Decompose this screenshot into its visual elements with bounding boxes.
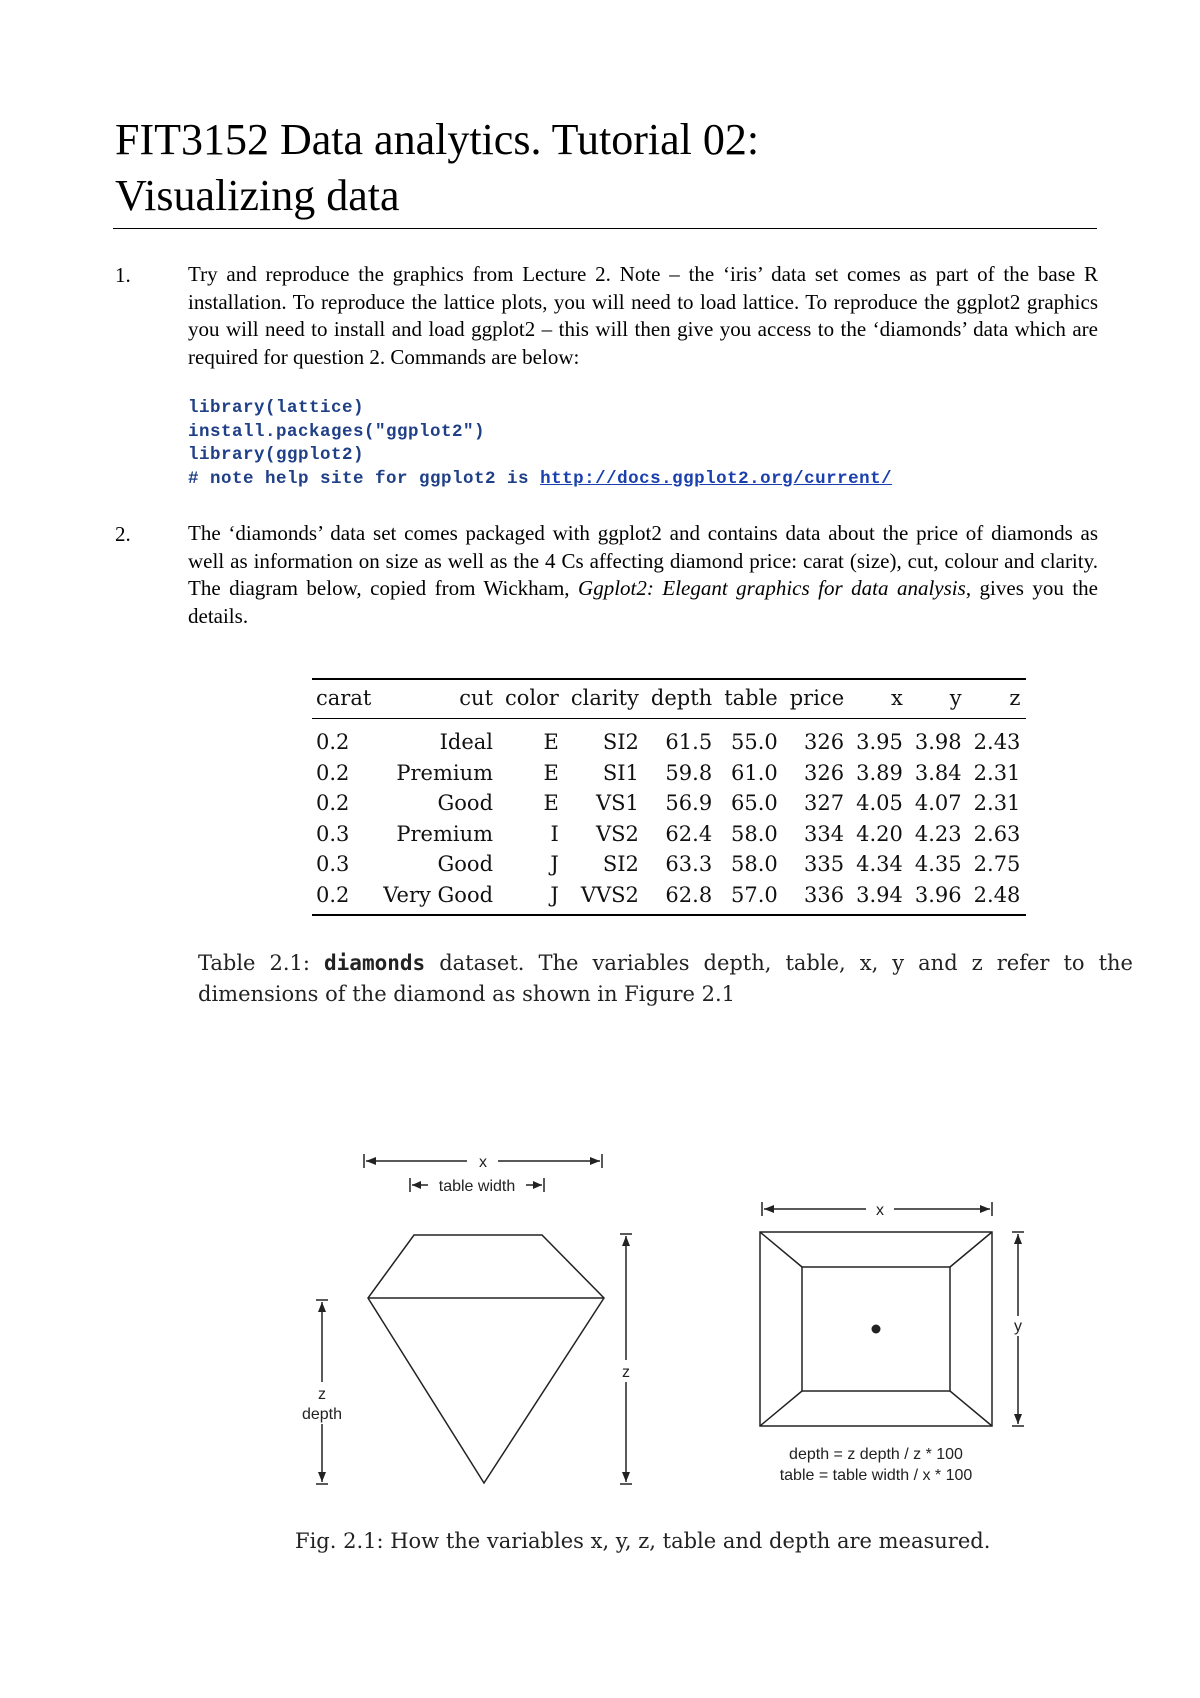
- title-divider: [113, 228, 1097, 229]
- table-cell: 2.43: [973, 730, 1021, 755]
- table-cell: 0.3: [316, 852, 350, 877]
- table-cell: 58.0: [730, 821, 778, 846]
- item-2-text-after: , gives you the details.: [188, 576, 1099, 628]
- table-cell: 57.0: [718, 880, 784, 916]
- table-row: [312, 819, 1026, 850]
- arrowhead: [590, 1157, 600, 1165]
- table-cell: 59.8: [665, 760, 713, 785]
- page-title: [115, 112, 1095, 224]
- diamonds-table: [312, 678, 1026, 916]
- table-cell: 63.3: [665, 852, 713, 877]
- arrowhead: [764, 1205, 774, 1213]
- arrowhead: [1014, 1414, 1022, 1424]
- arrowhead: [412, 1181, 421, 1189]
- diamond-side-outline: [368, 1235, 604, 1483]
- table-cell: I: [550, 821, 559, 846]
- table-cell: 62.8: [645, 880, 718, 916]
- table-cell: 334: [804, 821, 845, 846]
- table-caption-dataset: diamonds: [324, 951, 426, 975]
- item-2-text-before: The ‘diamonds’ data set comes packaged with ggplot2 and contains data about the price of diamonds as well as information on size as well as the 4 Cs affecting diamond price: carat (size), cut, colour and clarity. The diagram below, copied from Wickham,: [188, 521, 1098, 600]
- table-cell: J: [499, 880, 565, 916]
- table-width-label: table width: [438, 1178, 516, 1195]
- table-cell: 0.2: [316, 760, 350, 785]
- item-1-number: 1.: [115, 263, 131, 287]
- column-header: y: [909, 679, 968, 719]
- table-cell: 65.0: [730, 791, 778, 816]
- table-cell: 4.20: [856, 821, 903, 846]
- column-header: clarity: [565, 679, 645, 719]
- arrowhead: [533, 1181, 542, 1189]
- table-cell: 3.95: [856, 730, 903, 755]
- column-header: cut: [377, 679, 499, 719]
- column-header: table: [718, 679, 784, 719]
- table-cell: 0.2: [312, 880, 377, 916]
- table-cell: Good: [437, 852, 494, 877]
- arrowhead: [318, 1302, 326, 1312]
- table-cell: SI1: [602, 760, 639, 785]
- arrowhead: [622, 1236, 630, 1246]
- table-cell: 0.2: [316, 730, 350, 755]
- table-header-row: [312, 679, 1026, 719]
- table-cell: E: [543, 730, 559, 755]
- table-cell: 0.3: [316, 821, 350, 846]
- table-caption: [198, 948, 1133, 1010]
- table-cell: VS2: [595, 821, 639, 846]
- title-line-1: FIT3152 Data analytics. Tutorial 02:: [115, 115, 760, 164]
- table-row: [312, 849, 1026, 880]
- table-body: [312, 719, 1026, 916]
- diamond-center-dot: [872, 1325, 881, 1334]
- table-cell: E: [543, 760, 559, 785]
- table-cell: Premium: [396, 821, 494, 846]
- x-label-top-view: x: [876, 1202, 884, 1219]
- table-cell: 326: [804, 730, 845, 755]
- table-cell: SI2: [602, 852, 639, 877]
- table-cell: 3.98: [914, 730, 962, 755]
- column-header: carat: [312, 679, 377, 719]
- column-header: color: [499, 679, 565, 719]
- title-line-2: Visualizing data: [115, 171, 400, 220]
- x-label: x: [479, 1154, 487, 1171]
- code-comment: # note help site for ggplot2 is: [188, 468, 541, 489]
- arrowhead: [318, 1472, 326, 1482]
- table-row: [312, 758, 1026, 789]
- table-cell: Very Good: [377, 880, 499, 916]
- table-cell: VS1: [595, 791, 639, 816]
- table-cell: 4.23: [914, 821, 962, 846]
- facet-line: [950, 1391, 992, 1426]
- table-cell: VVS2: [565, 880, 645, 916]
- table-cell: 61.5: [665, 730, 713, 755]
- table-cell: 4.34: [856, 852, 903, 877]
- column-header: x: [850, 679, 909, 719]
- table-cell: E: [543, 791, 559, 816]
- facet-line: [760, 1391, 802, 1426]
- table-cell: 2.75: [973, 852, 1021, 877]
- table-cell: 61.0: [730, 760, 778, 785]
- table-cell: 327: [804, 791, 845, 816]
- table-cell: 56.9: [665, 791, 713, 816]
- table-cell: 58.0: [730, 852, 778, 877]
- table-cell: 3.94: [850, 880, 909, 916]
- table-cell: 335: [804, 852, 845, 877]
- table-row: [312, 880, 1026, 916]
- table-cell: 3.89: [856, 760, 903, 785]
- table-cell: SI2: [602, 730, 639, 755]
- depth-formula: depth = z depth / z * 100: [789, 1446, 963, 1463]
- table-cell: 4.35: [914, 852, 962, 877]
- table-caption-text: dataset. The variables depth, table, x, y and z refer to the dimensions of the diamond as shown in Figure 2.1: [198, 951, 1133, 1006]
- column-header: z: [968, 679, 1027, 719]
- table-cell: 0.2: [316, 791, 350, 816]
- depth-label: depth: [301, 1406, 343, 1423]
- table-cell: 336: [784, 880, 850, 916]
- z-label: z: [622, 1364, 630, 1381]
- code-line: library(lattice): [188, 398, 365, 418]
- table-cell: 2.31: [973, 791, 1021, 816]
- column-header: price: [784, 679, 850, 719]
- table-cell: 2.31: [973, 760, 1021, 785]
- book-title: Ggplot2: Elegant graphics for data analysis: [578, 576, 966, 600]
- table-cell: 326: [804, 760, 845, 785]
- code-line: install.packages("ggplot2"): [188, 421, 486, 442]
- item-1-text: Try and reproduce the graphics from Lecture 2. Note – the ‘iris’ data set comes as part of the base R installation. To reproduce the lattice plots, you will need to load lattice. To reproduce the ggplot2 graphics you will need to install and load ggplot2 – this will then give you access to the ‘diamonds’ data which are required for question 2. Commands are below:: [188, 262, 1098, 369]
- table-cell: Ideal: [439, 730, 494, 755]
- table-cell: 55.0: [730, 730, 778, 755]
- table-cell: 2.63: [973, 821, 1021, 846]
- item-2-text: [188, 520, 1098, 630]
- table-cell: 2.48: [968, 880, 1027, 916]
- ggplot2-help-link[interactable]: http://docs.ggplot2.org/current/: [540, 468, 893, 489]
- table-cell: 3.96: [909, 880, 968, 916]
- y-label: y: [1014, 1318, 1022, 1335]
- table-caption-prefix: Table 2.1:: [198, 951, 325, 975]
- facet-line: [950, 1232, 992, 1267]
- code-line: library(ggplot2): [188, 445, 365, 465]
- arrowhead: [980, 1205, 990, 1213]
- table-cell: 4.07: [914, 791, 962, 816]
- table-cell: Good: [437, 791, 494, 816]
- column-header: depth: [645, 679, 718, 719]
- figure-caption: Fig. 2.1: How the variables x, y, z, table and depth are measured.: [295, 1529, 991, 1553]
- item-2-number: 2.: [115, 522, 131, 546]
- table-row: [312, 788, 1026, 819]
- code-line: [188, 468, 892, 492]
- table-cell: 62.4: [665, 821, 713, 846]
- table-cell: 3.84: [914, 760, 962, 785]
- depth-z-label: z: [318, 1386, 326, 1403]
- table-cell: 4.05: [856, 791, 903, 816]
- arrowhead: [1014, 1234, 1022, 1244]
- facet-line: [760, 1232, 802, 1267]
- table-cell: Premium: [396, 760, 494, 785]
- table-cell: J: [550, 852, 559, 877]
- code-block: [188, 397, 892, 491]
- arrowhead: [366, 1157, 376, 1165]
- diamond-figure: [0, 1120, 1200, 1520]
- table-row: [312, 719, 1026, 758]
- table-formula: table = table width / x * 100: [779, 1467, 973, 1484]
- arrowhead: [622, 1472, 630, 1482]
